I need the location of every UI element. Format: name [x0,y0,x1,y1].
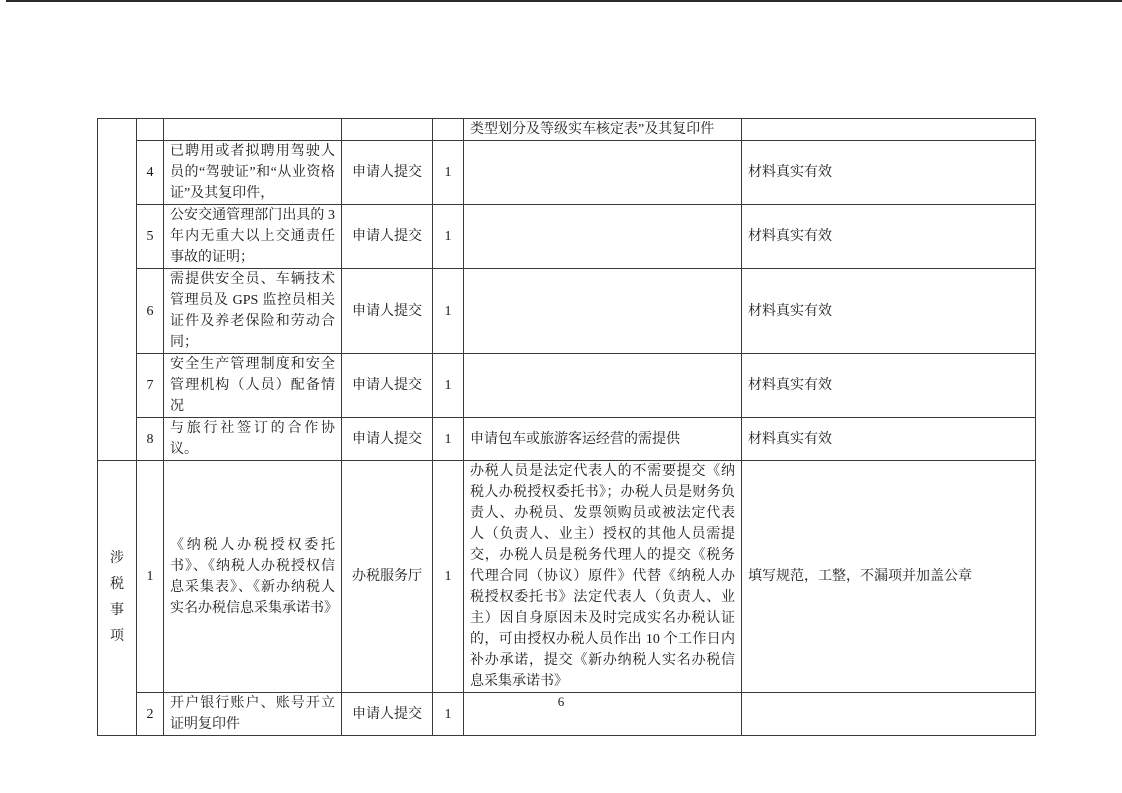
cell-seq-number: 2 [137,693,164,736]
cell-material-desc: 《纳税人办税授权委托书》、《纳税人办税授权信息采集表》、《新办纳税人实名办税信息采集承诺书》 [164,461,342,693]
cell-submit-channel: 申请人提交 [342,418,433,461]
section-category-label: 涉税事项 [110,551,124,644]
table-row [98,205,1036,269]
cell-submit-channel: 办税服务厅 [342,461,433,693]
cell-note [464,354,742,418]
cell-seq-number: 6 [137,269,164,354]
cell-requirement: 填写规范，工整，不漏项并加盖公章 [742,461,1036,693]
cell-seq-number: 1 [137,461,164,693]
cell-submit-channel: 申请人提交 [342,141,433,205]
cell-copy-count: 1 [433,418,464,461]
cell-note: 申请包车或旅游客运经营的需提供 [464,418,742,461]
table-row [98,269,1036,354]
table-row [98,418,1036,461]
requirements-table [97,118,1036,736]
table-row [98,354,1036,418]
cell-submit-channel [342,119,433,141]
cell-requirement: 材料真实有效 [742,141,1036,205]
cell-requirement: 材料真实有效 [742,354,1036,418]
cell-copy-count: 1 [433,205,464,269]
cell-material-desc: 需提供安全员、车辆技术管理员及 GPS 监控员相关证件及养老保险和劳动合同； [164,269,342,354]
table-row [98,119,1036,141]
page-number: 6 [557,694,565,709]
cell-submit-channel: 申请人提交 [342,269,433,354]
cell-copy-count [433,119,464,141]
cell-note [464,205,742,269]
cell-material-desc: 开户银行账户、账号开立证明复印件 [164,693,342,736]
cell-material-desc: 已聘用或者拟聘用驾驶人员的“驾驶证”和“从业资格证”及其复印件， [164,141,342,205]
cell-section-category [98,119,137,461]
cell-seq-number: 5 [137,205,164,269]
cell-seq-number: 8 [137,418,164,461]
cell-copy-count: 1 [433,269,464,354]
cell-material-desc: 公安交通管理部门出具的 3 年内无重大以上交通责任事故的证明； [164,205,342,269]
page-top-border [6,0,1122,2]
cell-note [464,269,742,354]
cell-seq-number [137,119,164,141]
cell-material-desc: 与旅行社签订的合作协议。 [164,418,342,461]
cell-note: 办税人员是法定代表人的不需要提交《纳税人办税授权委托书》；办税人员是财务负责人、办税员、发票领购员或被法定代表人（负责人、业主）授权的其他人员需提交，办税人员是税务代理人的提交《税务代理合同（协议）原件》代替《纳税人办税授权委托书》法定代表人（负责人、业主）因自身原因未及时完成实名办税认证的，可由授权办税人员作出 10 个工作日内补办承诺，提交《新办纳税人实名办税信息采集承诺书》 [464,461,742,693]
cell-requirement: 材料真实有效 [742,269,1036,354]
cell-copy-count: 1 [433,141,464,205]
cell-submit-channel: 申请人提交 [342,693,433,736]
table-row [98,141,1036,205]
cell-note [464,141,742,205]
cell-requirement: 材料真实有效 [742,418,1036,461]
cell-requirement: 材料真实有效 [742,205,1036,269]
cell-copy-count: 1 [433,354,464,418]
cell-submit-channel: 申请人提交 [342,354,433,418]
cell-material-desc: 安全生产管理制度和安全管理机构（人员）配备情况 [164,354,342,418]
cell-submit-channel: 申请人提交 [342,205,433,269]
cell-note: 类型划分及等级实车核定表”及其复印件 [464,119,742,141]
table-row [98,461,1036,693]
cell-copy-count: 1 [433,693,464,736]
cell-requirement [742,119,1036,141]
cell-copy-count: 1 [433,461,464,693]
cell-seq-number: 4 [137,141,164,205]
cell-seq-number: 7 [137,354,164,418]
cell-material-desc [164,119,342,141]
